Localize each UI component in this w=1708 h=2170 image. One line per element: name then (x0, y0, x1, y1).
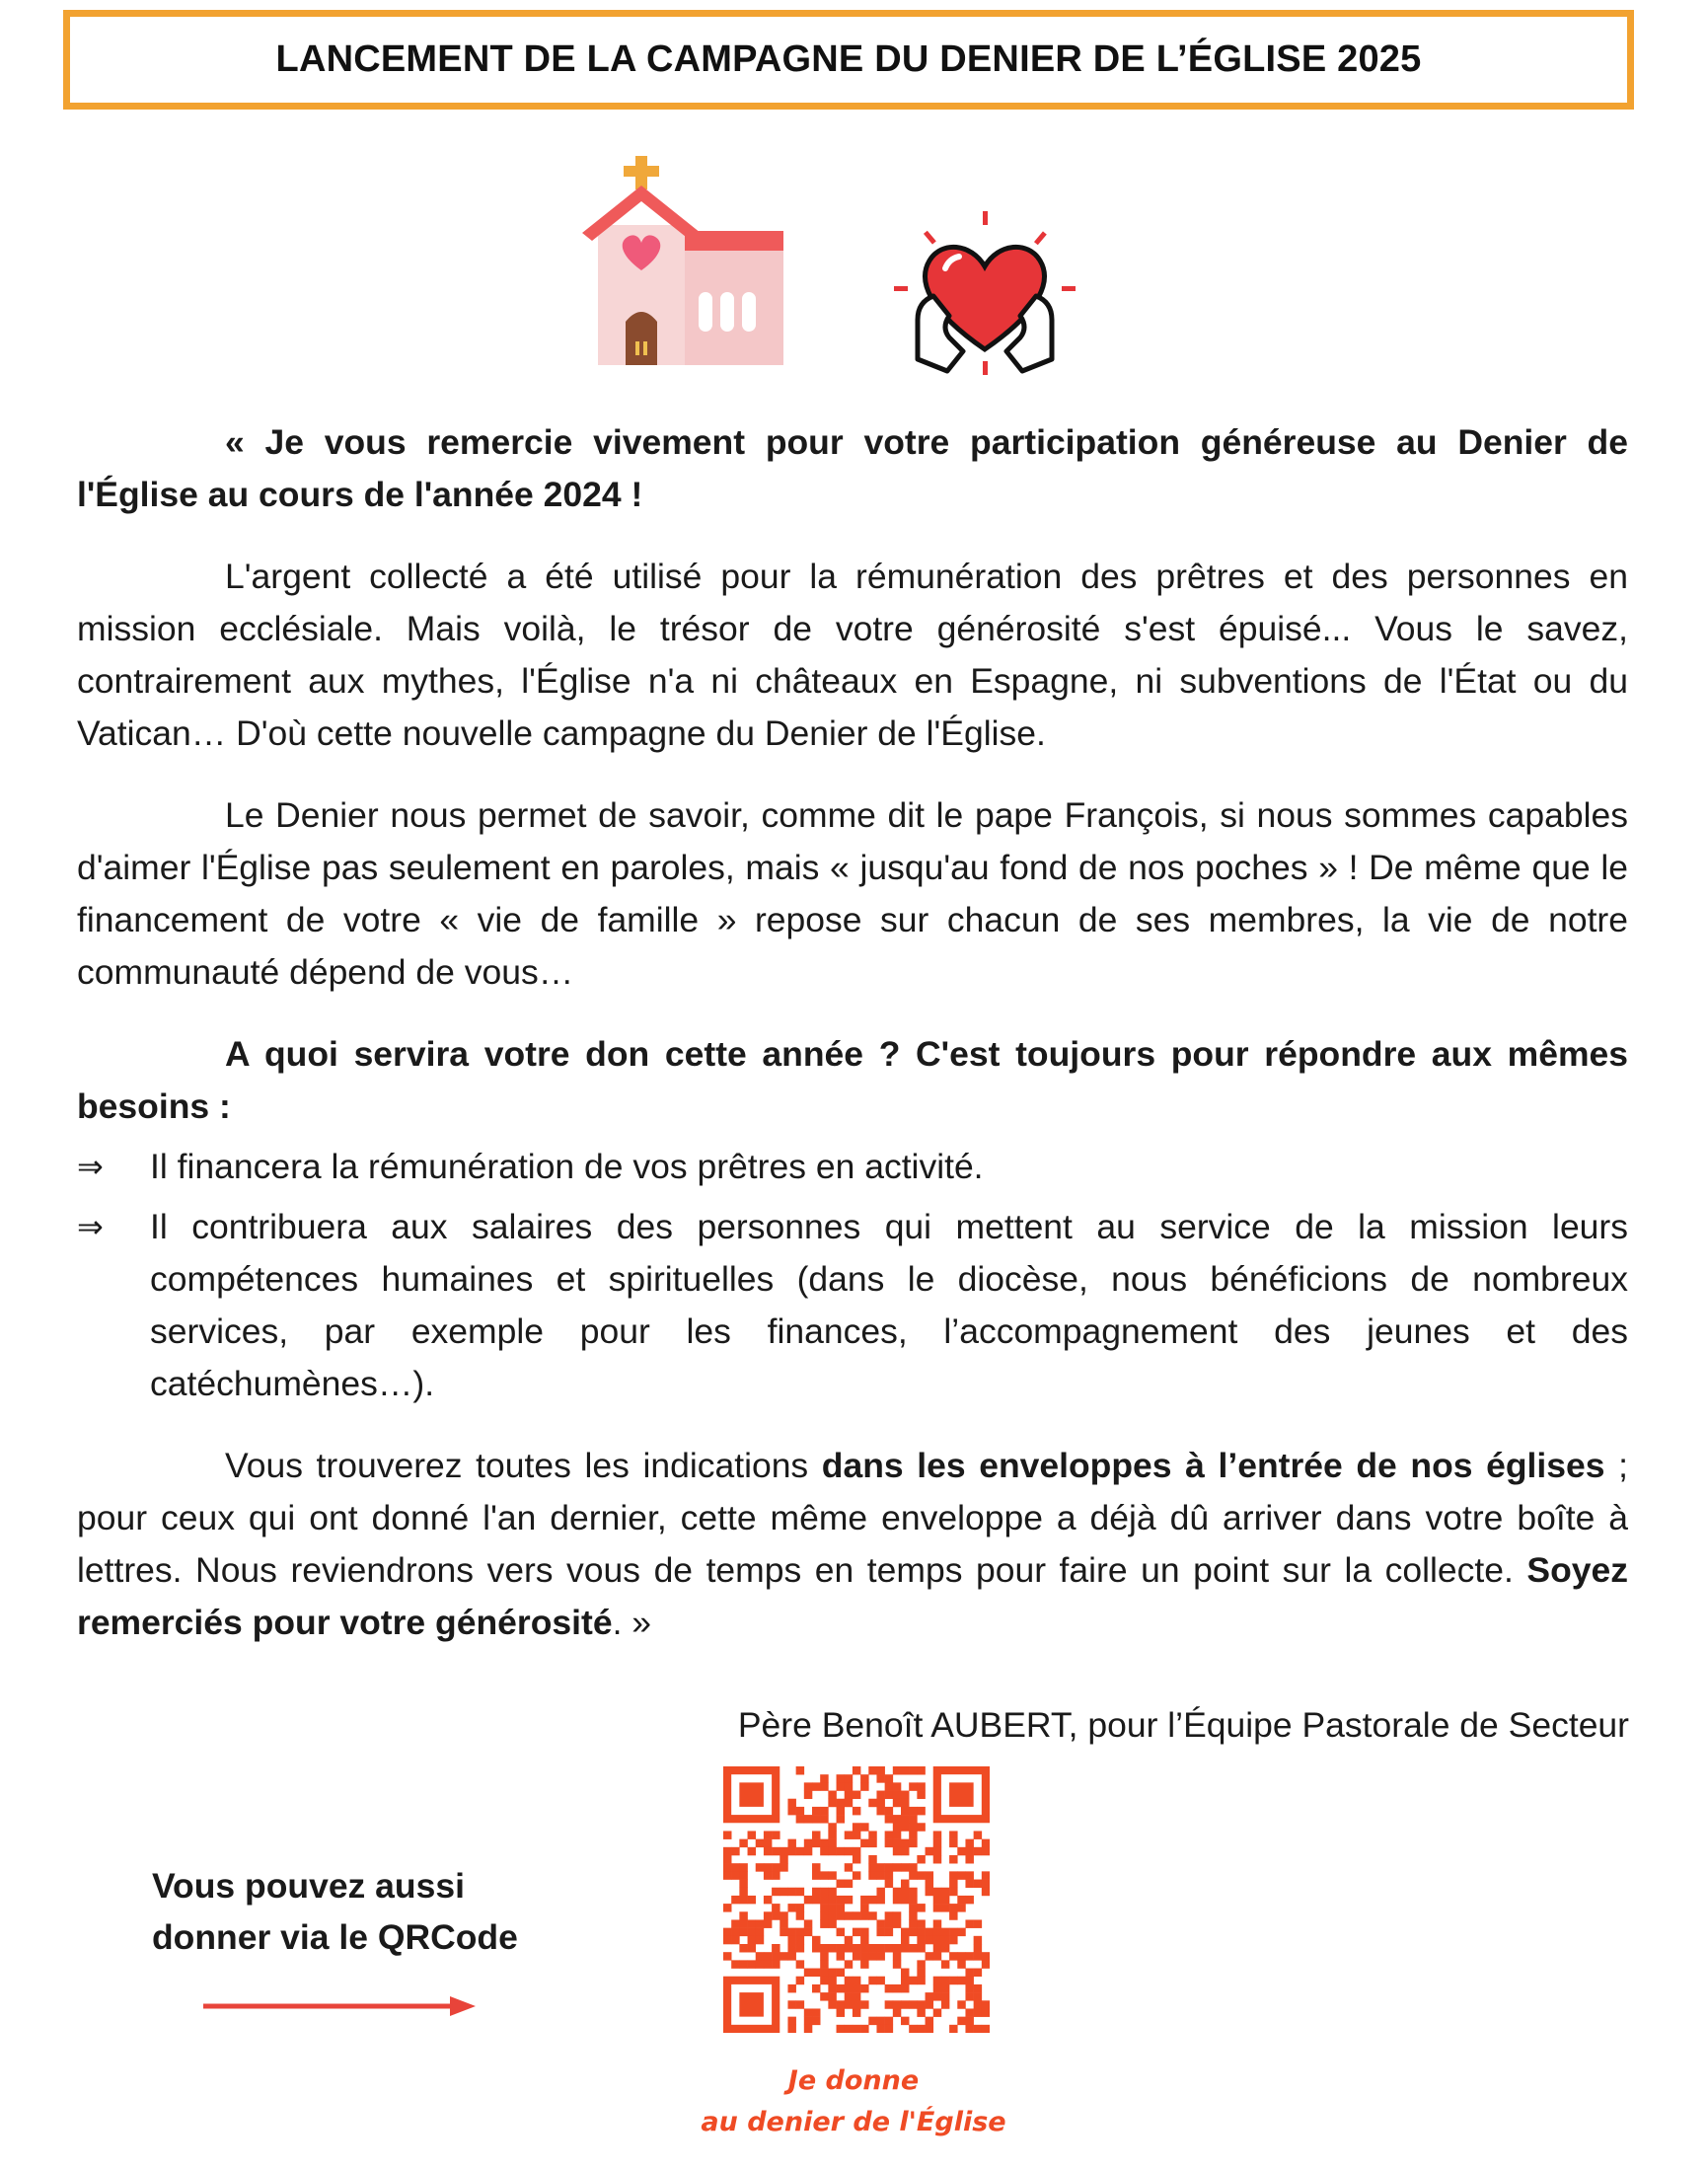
letter-body (77, 416, 1628, 1649)
text-run: ; pour ceux qui ont donné l'an dernier, cette même enveloppe a déjà dû arriver dans votre boîte à lettres. Nous reviendrons vers vous de temps en temps pour faire un point sur la collecte. (77, 1446, 1628, 1590)
paragraph-collection: L'argent collecté a été utilisé pour la rémunération des prêtres et des personnes en mission ecclésiale. Mais voilà, le trésor de votre générosité s'est épuisé... Vous le savez, contrairement aux mythes, l'Église n'a ni châteaux en Espagne, ni subventions de l'État ou du Vatican… D'où cette nouvelle campagne du Denier de l'Église. (77, 557, 1628, 753)
text-run-bold: Soyez remerciés pour votre générosité (77, 1550, 1628, 1642)
heart-in-hands-icon (888, 211, 1081, 379)
arrow-right-icon (201, 1991, 478, 2021)
implies-arrow-icon: ⇒ (77, 1148, 104, 1185)
paragraph-envelopes (77, 1440, 1628, 1649)
qr-caption-line: au denier de l'Église (701, 2107, 1006, 2137)
title-banner (63, 10, 1634, 110)
text-run: Vous trouverez toutes les indications (225, 1446, 822, 1485)
needs-list (77, 1141, 1628, 1410)
signature: Père Benoît AUBERT, pour l’Équipe Pastorale de Secteur (737, 1705, 1629, 1745)
text-run-bold: dans les enveloppes à l’entrée de nos églises (821, 1446, 1605, 1485)
qr-code[interactable] (723, 1766, 990, 2033)
list-item (77, 1141, 1628, 1193)
list-item-text: Il financera la rémunération de vos prêtres en activité. (150, 1147, 984, 1186)
page-title: LANCEMENT DE LA CAMPAGNE DU DENIER DE L’ÉGLISE 2025 (275, 38, 1422, 80)
list-item-text: Il contribuera aux salaires des personnes qui mettent au service de la mission leurs compétences humaines et spirituelles (dans le diocèse, nous bénéficions de nombreux services, par exemple pour les finances, l’accompagnement des jeunes et des catéchumènes…). (150, 1207, 1628, 1403)
text-run: . » (612, 1603, 652, 1642)
list-item (77, 1201, 1628, 1410)
paragraph-pope-quote: Le Denier nous permet de savoir, comme dit le pape François, si nous sommes capables d'aimer l'Église pas seulement en paroles, mais « jusqu'au fond de nos poches » ! De même que le financement de votre « vie de famille » repose sur chacun de ses membres, la vie de notre communauté dépend de vous… (77, 795, 1628, 992)
qr-callout (152, 1860, 518, 1963)
implies-arrow-icon: ⇒ (77, 1208, 104, 1245)
intro-paragraph: « Je vous remercie vivement pour votre participation généreuse au Denier de l'Église au cours de l'année 2024 ! (77, 422, 1628, 514)
qr-caption-line: Je donne (787, 2065, 920, 2096)
qr-caption (691, 2060, 1016, 2143)
qr-callout-line: Vous pouvez aussi (152, 1866, 465, 1906)
paragraph-needs: A quoi servira votre don cette année ? C'est toujours pour répondre aux mêmes besoins : (77, 1034, 1628, 1126)
qr-code-icon (723, 1766, 990, 2033)
church-icon (582, 154, 789, 367)
qr-callout-line: donner via le QRCode (152, 1917, 518, 1957)
